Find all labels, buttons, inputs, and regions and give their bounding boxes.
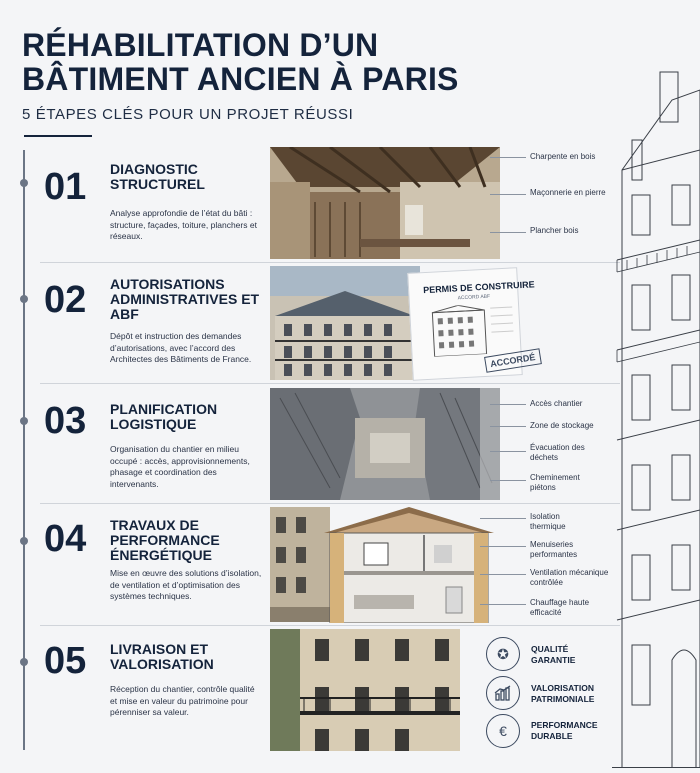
badge-label: VALORISATION PATRIMONIALE	[531, 683, 595, 704]
permit-title: PERMIS DE CONSTRUIRE	[422, 279, 535, 296]
leader-line	[480, 574, 526, 575]
renovated-facade-photo	[270, 629, 460, 751]
attic-structure-photo	[270, 147, 500, 259]
title-line-1: RÉHABILITATION D’UN	[22, 27, 379, 63]
leader-line	[490, 480, 526, 481]
leader-line	[490, 451, 526, 452]
leader-line	[490, 426, 526, 427]
leader-line	[490, 404, 526, 405]
label-stockage: Zone de stockage	[530, 421, 594, 430]
title-underline	[24, 135, 92, 137]
step-number: 05	[44, 640, 87, 682]
step-title: TRAVAUX DE PERFORMANCE ÉNERGÉTIQUE	[110, 517, 220, 563]
step-divider	[40, 383, 620, 384]
leader-line	[490, 194, 526, 195]
label-charpente: Charpente en bois	[530, 152, 596, 161]
step-number: 02	[44, 279, 87, 321]
street-facade-photo	[270, 507, 330, 622]
leader-line	[480, 518, 526, 519]
step-description: Réception du chantier, contrôle qualité et mise en valeur du patrimoine pour pérenniser sa valeur.	[110, 684, 255, 717]
haussmann-facade-photo	[270, 266, 420, 380]
page-title	[22, 28, 459, 96]
label-ventilation: Ventilation mécanique contrôlée	[530, 568, 609, 587]
step-description: Organisation du chantier en milieu occupé : accès, approvisionnements, phasage et coordination des intervenants.	[110, 444, 250, 489]
permit-subtitle: ACCORD ABF	[457, 293, 491, 302]
step-description: Dépôt et instruction des demandes d’autorisations, avec l’accord des Architectes des Bâtiments de France.	[110, 331, 252, 364]
step-title: DIAGNOSTIC STRUCTUREL	[110, 161, 205, 192]
badge-label: PERFORMANCE DURABLE	[531, 720, 598, 741]
award-icon: ✪	[486, 637, 520, 671]
building-sketch-illustration	[612, 60, 700, 768]
step-divider	[40, 262, 620, 263]
step-title: AUTORISATIONS ADMINISTRATIVES ET ABF	[110, 276, 260, 322]
euro-icon: €	[486, 714, 520, 748]
timeline-dot	[20, 295, 28, 303]
step-divider	[40, 503, 620, 504]
label-chauffage: Chauffage haute efficacité	[530, 598, 590, 617]
label-plancher: Plancher bois	[530, 226, 579, 235]
step-divider	[40, 625, 620, 626]
label-cheminement: Cheminement piétons	[530, 473, 580, 492]
label-isolation: Isolation thermique	[530, 512, 566, 531]
label-maconnerie: Maçonnerie en pierre	[530, 188, 606, 197]
timeline-dot	[20, 658, 28, 666]
timeline-dot	[20, 417, 28, 425]
step-description: Analyse approfondie de l’état du bâti : structure, façades, toiture, planchers et réseaux.	[110, 208, 257, 241]
step-title: PLANIFICATION LOGISTIQUE	[110, 401, 218, 432]
building-permit-document	[407, 267, 536, 381]
label-acces: Accès chantier	[530, 399, 583, 408]
leader-line	[480, 546, 526, 547]
courtyard-aerial-photo	[270, 388, 500, 500]
step-number: 04	[44, 518, 87, 560]
permit-sketch	[428, 304, 491, 357]
title-line-2: BÂTIMENT ANCIEN À PARIS	[22, 61, 459, 97]
timeline-dot	[20, 537, 28, 545]
timeline-dot	[20, 179, 28, 187]
leader-line	[480, 604, 526, 605]
step-title: LIVRAISON ET VALORISATION	[110, 641, 214, 672]
growth-chart-icon	[486, 676, 520, 710]
leader-line	[490, 232, 526, 233]
step-number: 03	[44, 400, 87, 442]
label-menuiseries: Menuiseries performantes	[530, 540, 578, 559]
energy-cutaway-illustration	[324, 505, 494, 623]
step-description: Mise en œuvre des solutions d’isolation, de ventilation et d’optimisation des systèmes techniques.	[110, 568, 262, 601]
badge-label: QUALITÉ GARANTIE	[531, 644, 576, 665]
label-evacuation: Évacuation des déchets	[530, 443, 585, 462]
step-number: 01	[44, 166, 87, 208]
page-subtitle: 5 ÉTAPES CLÉS POUR UN PROJET RÉUSSI	[22, 106, 354, 123]
leader-line	[490, 157, 526, 158]
approved-stamp: ACCORDÉ	[484, 348, 541, 372]
